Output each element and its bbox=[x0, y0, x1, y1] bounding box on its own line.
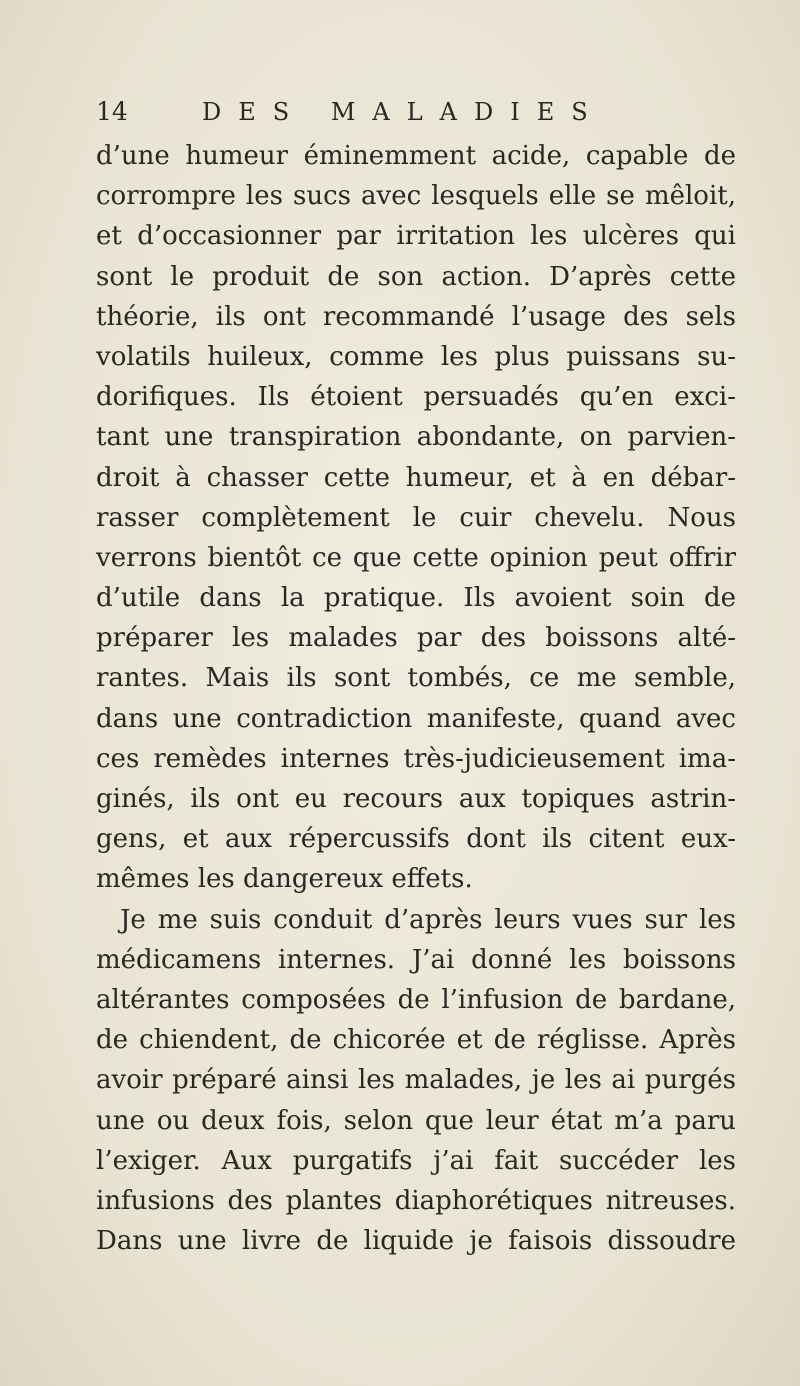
text-line: tant une transpiration abondante, on parvien- bbox=[96, 422, 736, 453]
text-line: dorifiques. Ils étoient persuadés qu’en exci- bbox=[96, 382, 736, 413]
text-line: gens, et aux répercussifs dont ils citent eux- bbox=[96, 824, 736, 855]
text-line: ginés, ils ont eu recours aux topiques astrin- bbox=[96, 784, 736, 814]
text-line: avoir préparé ainsi les malades, je les ai purgés bbox=[96, 1065, 736, 1096]
page-number: 14 bbox=[96, 97, 128, 126]
text-line: volatils huileux, comme les plus puissans su- bbox=[96, 341, 736, 372]
text-line: sont le produit de son action. D’après cette bbox=[96, 261, 736, 292]
text-line: Je me suis conduit d’après leurs vues sur les bbox=[120, 904, 736, 935]
text-line: infusions des plantes diaphorétiques nitreuses. bbox=[96, 1185, 736, 1216]
text-line: corrompre les sucs avec lesquels elle se mêloit, bbox=[96, 181, 736, 212]
text-line: dans une contradiction manifeste, quand avec bbox=[96, 703, 736, 734]
text-line: et d’occasionner par irritation les ulcères qui bbox=[96, 221, 736, 252]
text-line: théorie, ils ont recommandé l’usage des sels bbox=[96, 301, 736, 332]
text-line: rasser complètement le cuir chevelu. Nous bbox=[96, 502, 736, 533]
text-line: l’exiger. Aux purgatifs j’ai fait succéder les bbox=[96, 1145, 736, 1176]
text-line: Dans une livre de liquide je faisois dissoudre bbox=[96, 1226, 736, 1257]
text-line: médicamens internes. J’ai donné les boissons bbox=[96, 944, 736, 975]
text-line: d’une humeur éminemment acide, capable de bbox=[96, 141, 736, 171]
text-line: une ou deux fois, selon que leur état m’a paru bbox=[96, 1105, 736, 1136]
text-line: mêmes les dangereux effets. bbox=[96, 864, 473, 895]
text-line: altérantes composées de l’infusion de bardane, bbox=[96, 984, 736, 1015]
text-line: verrons bientôt ce que cette opinion peut offrir bbox=[96, 542, 736, 573]
text-line: d’utile dans la pratique. Ils avoient soin de bbox=[96, 583, 736, 614]
text-line: droit à chasser cette humeur, et à en débar- bbox=[96, 462, 736, 493]
body-text bbox=[96, 136, 736, 1261]
running-title: DES MALADIES bbox=[202, 98, 605, 126]
text-line: ces remèdes internes très-judicieusement ima- bbox=[96, 743, 736, 774]
page-header bbox=[96, 92, 656, 132]
text-line: de chiendent, de chicorée et de réglisse. Après bbox=[96, 1025, 736, 1056]
text-line: rantes. Mais ils sont tombés, ce me semble, bbox=[96, 663, 736, 694]
text-line: préparer les malades par des boissons alté- bbox=[96, 623, 736, 654]
